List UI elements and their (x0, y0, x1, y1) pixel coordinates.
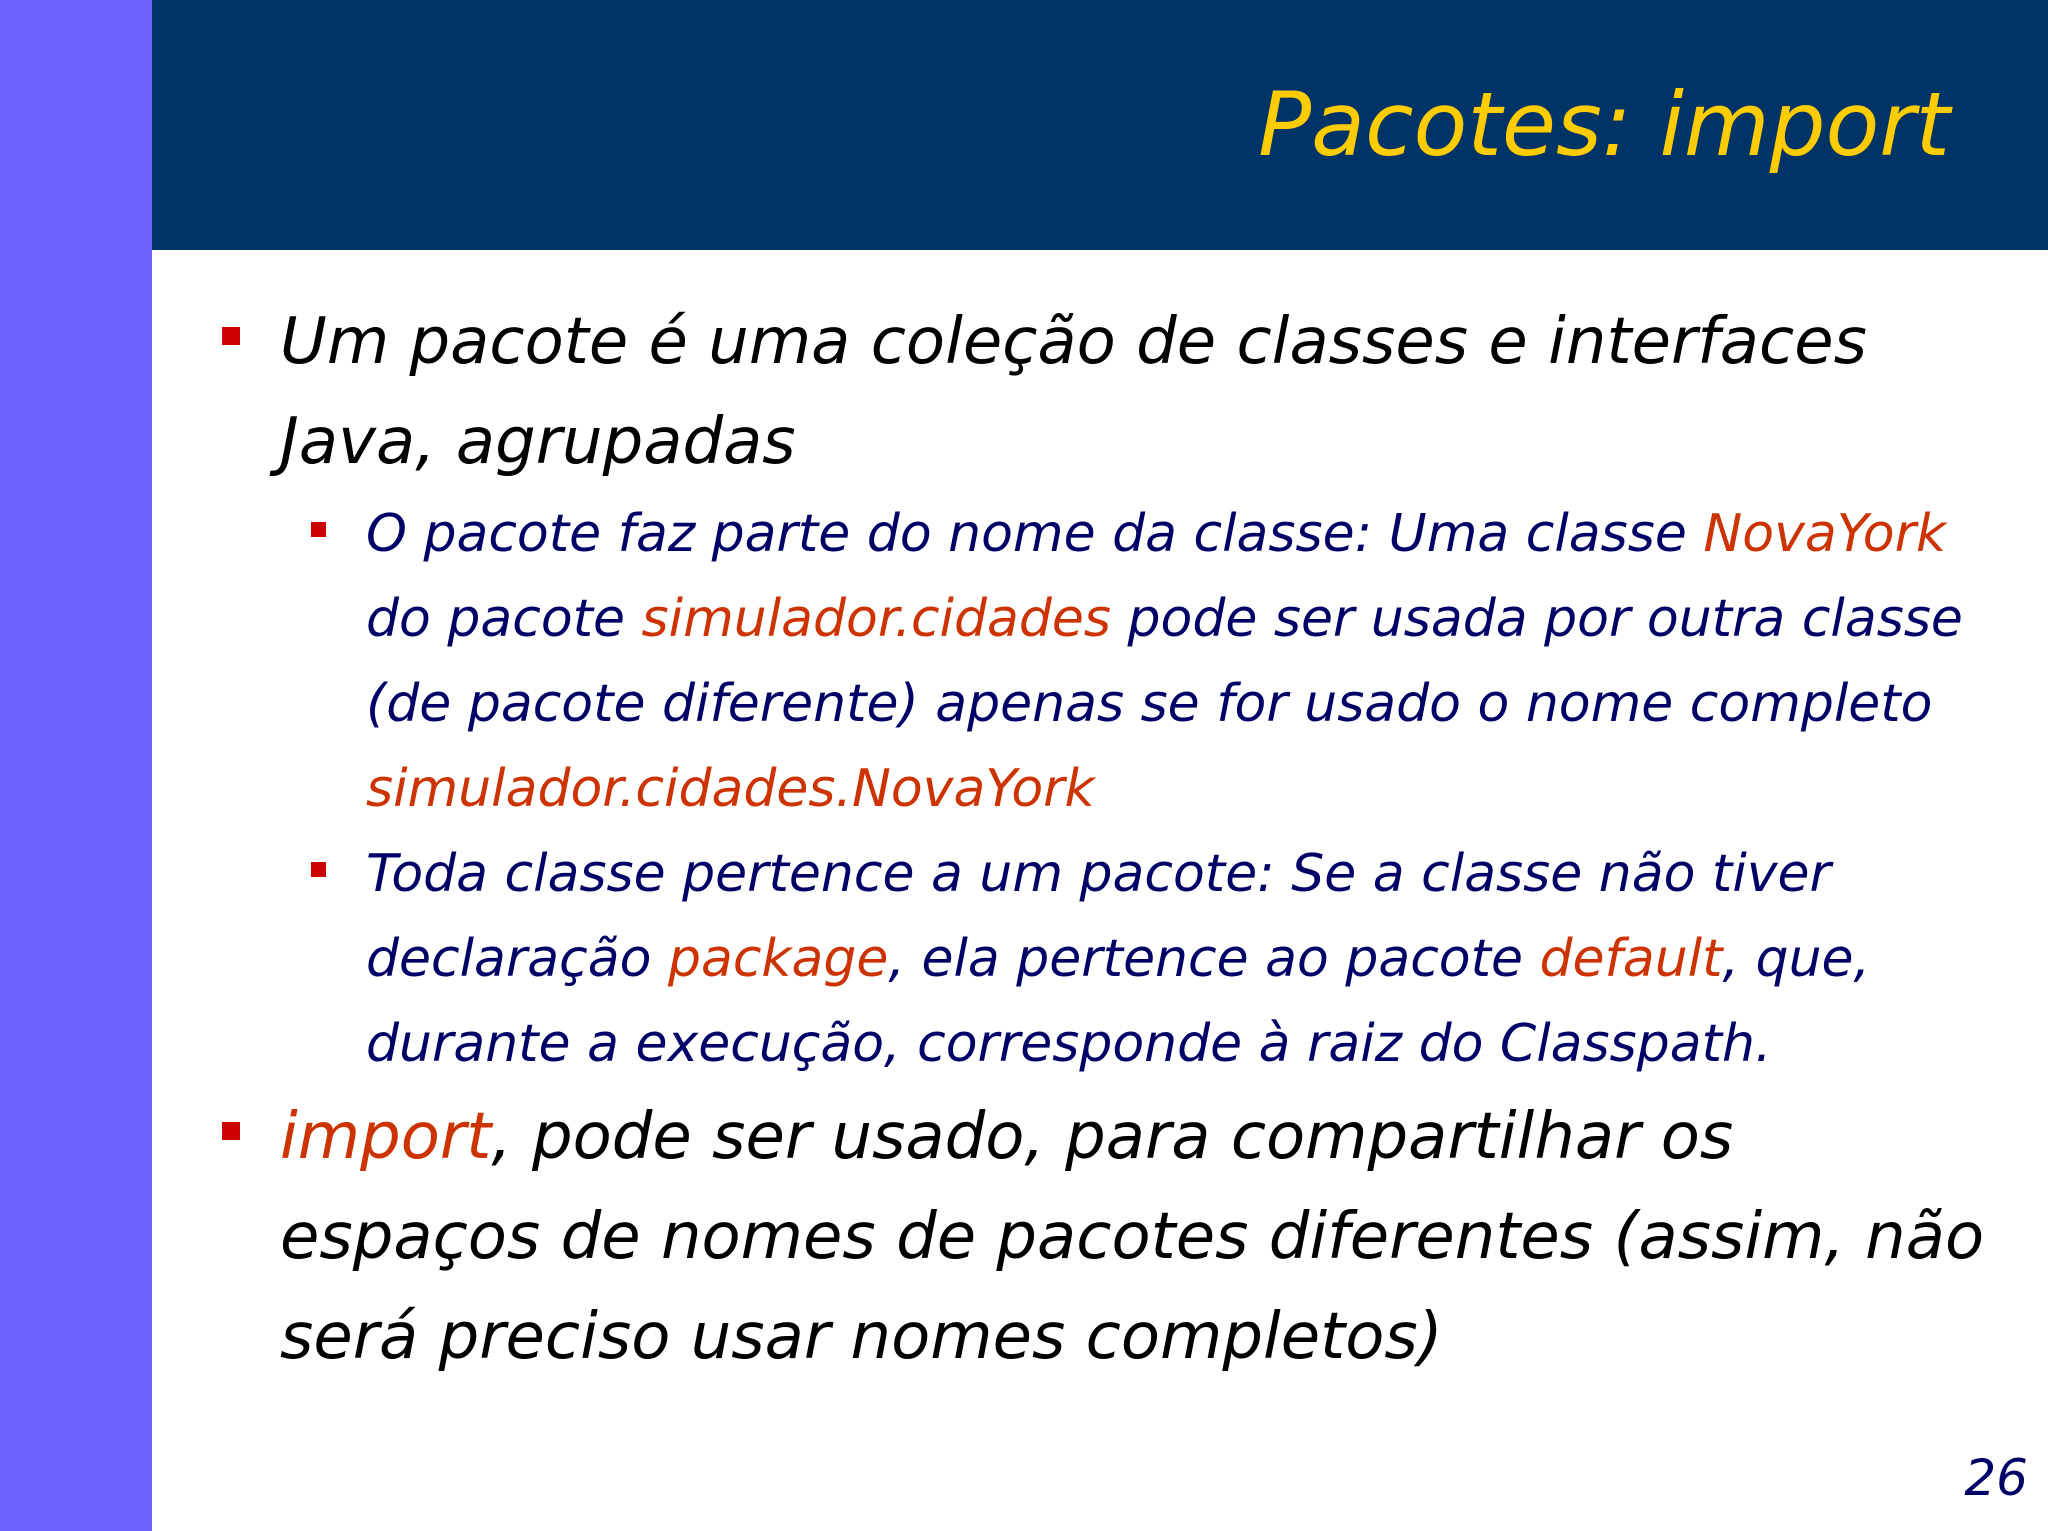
bullet-text: , pode ser usado, para compartilhar os espaços de nomes de pacotes diferentes (assim, não será preciso usar nomes completos) (280, 1100, 1985, 1374)
highlight-full-name: simulador.cidades.NovaYork (366, 759, 1095, 819)
highlight-novayork: NovaYork (1703, 504, 1947, 564)
sub-bullet-text: O pacote faz parte do nome da classe: Uma classe (366, 504, 1704, 564)
left-accent-bar (0, 0, 152, 1531)
highlight-package-keyword: package (667, 929, 889, 989)
slide-title: Pacotes: import (1258, 73, 1950, 176)
sub-bullet-nome-classe (311, 492, 2006, 832)
bullet-text: Um pacote é uma coleção de classes e interfaces Java, agrupadas (280, 305, 1867, 479)
square-bullet-icon (222, 1122, 240, 1140)
slide-content (216, 292, 2006, 1387)
square-bullet-icon (311, 522, 326, 537)
sub-bullet-pacote-default (311, 832, 2006, 1087)
sub-bullet-text: , ela pertence ao pacote (888, 929, 1540, 989)
bullet-pacote-definition (216, 292, 2006, 492)
header-band (152, 0, 2048, 250)
highlight-import-keyword: import (280, 1100, 492, 1174)
highlight-default: default (1539, 929, 1723, 989)
sub-bullet-text: pode ser usada por outra classe (de pacote diferente) apenas se for usado o nome completo (366, 589, 1963, 734)
sub-bullet-text: , que, durante a execução, corresponde à raiz do Classpath. (366, 929, 1871, 1074)
square-bullet-icon (311, 862, 326, 877)
square-bullet-icon (222, 327, 240, 345)
bullet-import (216, 1087, 2006, 1387)
sub-bullet-text: do pacote (366, 589, 642, 649)
sub-bullet-text: Toda classe pertence a um pacote: Se a classe não tiver declaração (366, 844, 1831, 989)
page-number: 26 (1964, 1449, 2028, 1507)
highlight-package-name: simulador.cidades (641, 589, 1111, 649)
